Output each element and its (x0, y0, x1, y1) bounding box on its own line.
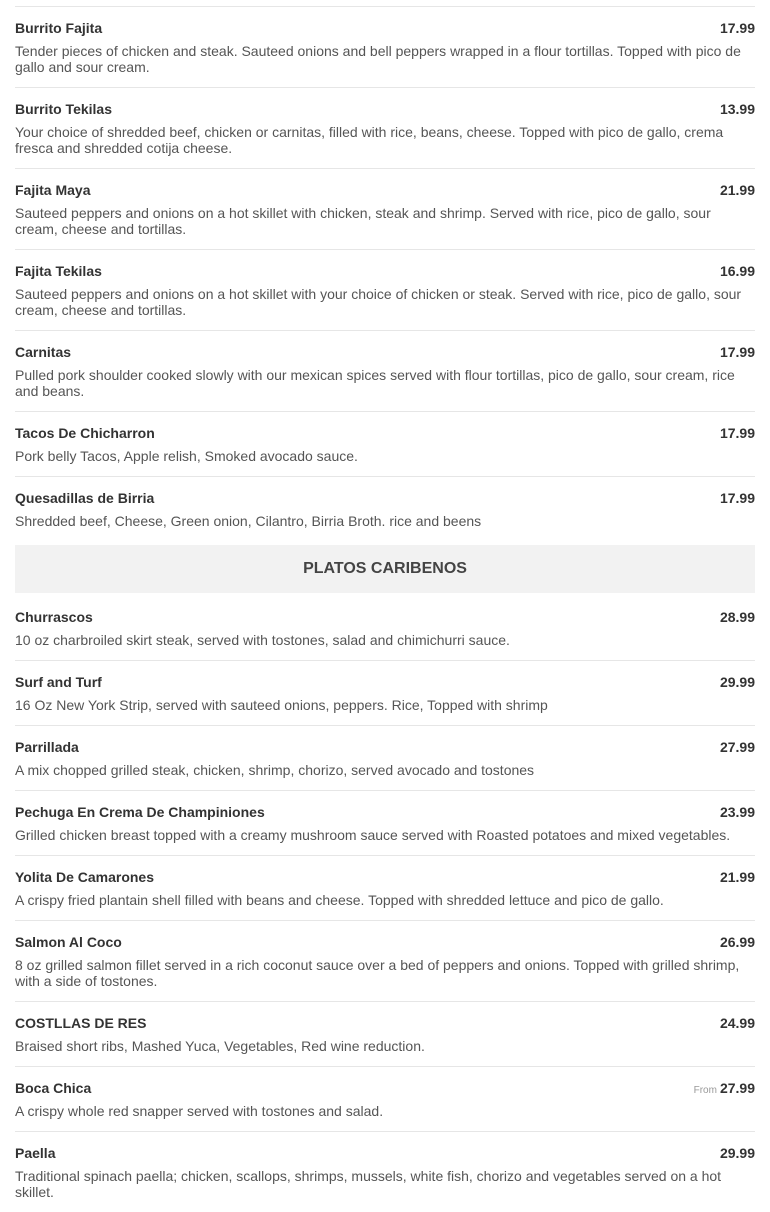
menu-item[interactable] (15, 661, 755, 726)
item-name: Carnitas (15, 344, 72, 360)
menu-item[interactable] (15, 88, 755, 169)
item-name: Fajita Maya (15, 182, 91, 198)
item-name: Boca Chica (15, 1080, 92, 1096)
item-name: Salmon Al Coco (15, 934, 122, 950)
item-price: 23.99 (719, 804, 755, 820)
item-price: 16.99 (719, 263, 755, 279)
item-price: 24.99 (719, 1015, 755, 1031)
item-description: Pork belly Tacos, Apple relish, Smoked avocado sauce. (15, 448, 358, 464)
item-name: COSTLLAS DE RES (15, 1015, 147, 1031)
menu-item[interactable] (15, 1067, 755, 1132)
item-description: 10 oz charbroiled skirt steak, served with tostones, salad and chimichurri sauce. (15, 632, 510, 648)
menu-item[interactable] (15, 250, 755, 331)
price-value: 27.99 (719, 1080, 755, 1096)
item-price (694, 1080, 755, 1099)
item-description: Traditional spinach paella; chicken, scallops, shrimps, mussels, white fish, chorizo and vegetables served on a hot skillet. (15, 1168, 722, 1200)
item-description: Tender pieces of chicken and steak. Sauteed onions and bell peppers wrapped in a flour tortillas. Topped with pico de gallo and sour cream. (15, 43, 741, 75)
item-name: Yolita De Camarones (15, 869, 155, 885)
item-price: 17.99 (719, 490, 755, 506)
menu-item[interactable] (15, 856, 755, 921)
menu-item[interactable] (15, 596, 755, 661)
menu-item[interactable] (15, 331, 755, 412)
item-description: Grilled chicken breast topped with a creamy mushroom sauce served with Roasted potatoes and mixed vegetables. (15, 827, 731, 843)
item-description: Shredded beef, Cheese, Green onion, Cilantro, Birria Broth. rice and beens (15, 513, 482, 529)
item-name: Quesadillas de Birria (15, 490, 155, 506)
item-price: 17.99 (719, 20, 755, 36)
item-description: A crispy whole red snapper served with tostones and salad. (15, 1103, 384, 1119)
item-name: Parrillada (15, 739, 79, 755)
menu-item[interactable] (15, 477, 755, 541)
item-price: 28.99 (719, 609, 755, 625)
item-price: 17.99 (719, 425, 755, 441)
item-name: Tacos De Chicharron (15, 425, 155, 441)
item-description: Sauteed peppers and onions on a hot skillet with chicken, steak and shrimp. Served with rice, pico de gallo, sour cream, cheese and tortillas. (15, 205, 711, 237)
item-name: Pechuga En Crema De Champiniones (15, 804, 265, 820)
menu-page (15, 6, 755, 1212)
item-description: 16 Oz New York Strip, served with sauteed onions, peppers. Rice, Topped with shrimp (15, 697, 548, 713)
item-name: Surf and Turf (15, 674, 102, 690)
item-description: A mix chopped grilled steak, chicken, shrimp, chorizo, served avocado and tostones (15, 762, 535, 778)
item-name: Paella (15, 1145, 56, 1161)
item-price: 13.99 (719, 101, 755, 117)
item-description: 8 oz grilled salmon fillet served in a rich coconut sauce over a bed of peppers and onions. Topped with grilled shrimp, with a side of tostones. (15, 957, 740, 989)
item-description: Braised short ribs, Mashed Yuca, Vegetables, Red wine reduction. (15, 1038, 425, 1054)
item-description: Your choice of shredded beef, chicken or carnitas, filled with rice, beans, cheese. Topped with pico de gallo, crema fresca and shredded cotija cheese. (15, 124, 724, 156)
item-description: A crispy fried plantain shell filled with beans and cheese. Topped with shredded lettuce and pico de gallo. (15, 892, 664, 908)
item-price: 21.99 (719, 182, 755, 198)
item-price: 27.99 (719, 739, 755, 755)
item-name: Burrito Tekilas (15, 101, 112, 117)
price-prefix: From (693, 1085, 717, 1096)
menu-group-specialties (15, 7, 755, 541)
menu-item[interactable] (15, 1132, 755, 1212)
item-price: 29.99 (719, 1145, 755, 1161)
menu-item[interactable] (15, 169, 755, 250)
item-description: Sauteed peppers and onions on a hot skillet with your choice of chicken or steak. Served with rice, pico de gallo, sour cream, cheese and tortillas. (15, 286, 742, 318)
menu-item[interactable] (15, 726, 755, 791)
item-name: Fajita Tekilas (15, 263, 102, 279)
item-price: 26.99 (719, 934, 755, 950)
section-header: PLATOS CARIBENOS (15, 545, 755, 593)
menu-group-platos-caribenos (15, 596, 755, 1212)
item-name: Churrascos (15, 609, 93, 625)
menu-item[interactable] (15, 791, 755, 856)
item-description: Pulled pork shoulder cooked slowly with our mexican spices served with flour tortillas, pico de gallo, sour cream, rice and beans. (15, 367, 735, 399)
item-price: 29.99 (719, 674, 755, 690)
menu-item[interactable] (15, 1002, 755, 1067)
menu-item[interactable] (15, 412, 755, 477)
item-price: 21.99 (719, 869, 755, 885)
menu-item[interactable] (15, 7, 755, 88)
item-name: Burrito Fajita (15, 20, 103, 36)
menu-item[interactable] (15, 921, 755, 1002)
item-price: 17.99 (719, 344, 755, 360)
